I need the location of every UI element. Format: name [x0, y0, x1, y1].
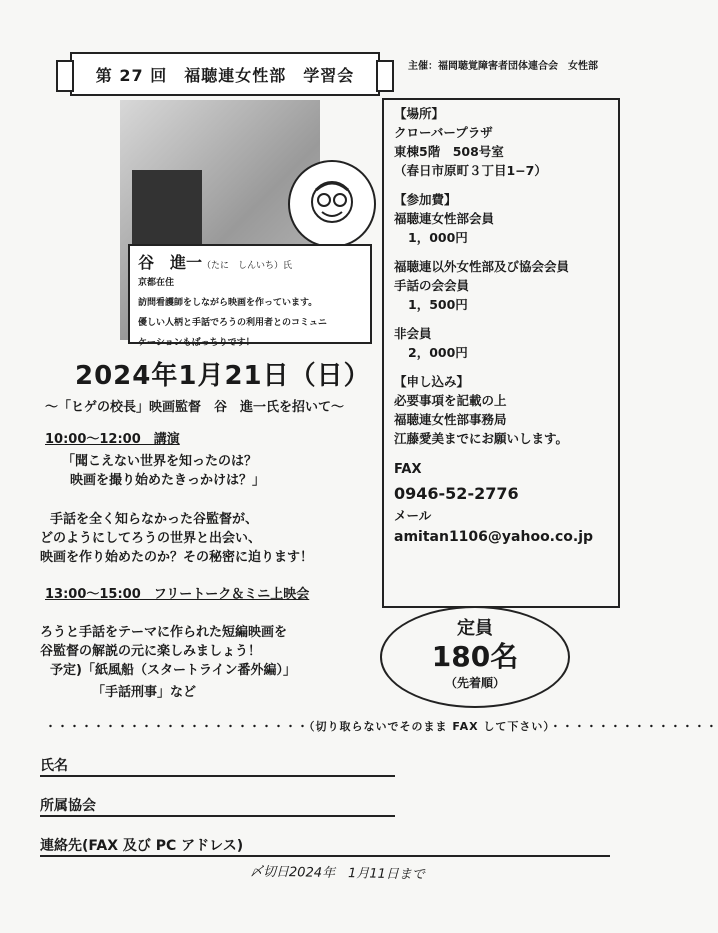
session2-desc: ろうと手話をテーマに作られた短編映画を: [40, 625, 288, 640]
event-date: 2024年1月21日（日）: [75, 361, 371, 391]
mail-label: メール: [394, 508, 432, 523]
mail-address: amitan1106@yahoo.co.jp: [394, 529, 594, 545]
fee-non: 非会員: [394, 326, 432, 341]
contact-field[interactable]: [40, 835, 610, 857]
place-heading: 【場所】: [394, 106, 445, 121]
speaker-reading: （たに しんいち）: [202, 261, 284, 271]
fee-other: 手話の会会員: [394, 278, 470, 293]
event-subtitle: 〜「ヒゲの校長」映画監督 谷 進一氏を招いて〜: [45, 400, 345, 415]
capacity-value: 180名: [431, 640, 519, 673]
fee-other-price: 1，500円: [408, 297, 468, 312]
caricature-image: [288, 160, 376, 248]
session2-desc: 予定)「紙風船（スタートライン番外編）」: [50, 663, 297, 678]
info-box: [382, 98, 620, 608]
fee-member: 福聴連女性部会員: [394, 211, 495, 226]
deadline-handwritten: 〆切日2024年 1月11日まで: [249, 864, 425, 883]
place-line: 東棟5階 508号室: [394, 144, 504, 159]
caricature-face-icon: [300, 172, 364, 236]
apply-line: 江藤愛美までにお願いします。: [394, 431, 569, 446]
name-field-label: 氏名: [40, 758, 68, 774]
session2-time: 13:00〜15:00 フリートーク＆ミニ上映会: [45, 587, 310, 602]
fax-number: 0946-52-2776: [394, 484, 519, 503]
contact-field-label: 連絡先(FAX 及び PC アドレス): [40, 838, 244, 854]
speaker-bio-line: 優しい人柄と手話でろうの利用者とのコミュニ: [138, 318, 327, 328]
speaker-bio-line: 京都在住: [138, 278, 175, 288]
fee-heading: 【参加費】: [394, 192, 457, 207]
session1-time: 10:00〜12:00 講演: [45, 432, 180, 447]
organizer: 主催：福岡聴覚障害者団体連合会 女性部: [408, 61, 598, 72]
session1-desc: 手話を全く知らなかった谷監督が、: [50, 512, 259, 527]
fax-label: FAX: [394, 462, 422, 477]
speaker-card: [128, 244, 372, 348]
capacity-label: 定員: [457, 618, 493, 639]
speaker-honorific: 氏: [283, 261, 293, 271]
fee-other: 福聴連以外女性部及び協会会員: [394, 259, 570, 274]
event-title: 第 27 回 福聴連女性部 学習会: [95, 65, 355, 85]
session1-question: 「聞こえない世界を知ったのは？: [62, 454, 258, 469]
fee-member-price: 1，000円: [408, 230, 468, 245]
speaker-bio-line: 訪問看護師をしながら映画を作っています。: [138, 298, 318, 308]
cut-note: （切り取らないでそのまま FAX して下さい）: [309, 720, 550, 733]
association-field-label: 所属協会: [40, 798, 96, 814]
session1-question: 映画を撮り始めたきっかけは？」: [70, 473, 266, 488]
session2-desc: 谷監督の解説の元に楽しみましょう！: [40, 644, 262, 659]
name-field[interactable]: [40, 755, 395, 777]
capacity-badge: [380, 606, 570, 708]
event-title-banner: [70, 52, 380, 96]
fee-non-price: 2，000円: [408, 345, 468, 360]
cut-line: ・・・・・・・・・・・・・・・・・・・・・・（切り取らないでそのまま FAX して下さい）・・・・・・・・・・・・・・: [45, 720, 718, 733]
session2-desc: 「手話刑事」など: [92, 685, 197, 700]
association-field[interactable]: [40, 795, 395, 817]
speaker-bio-line: ケーションもばっちりです！: [138, 338, 255, 348]
place-line: クローバープラザ: [394, 125, 493, 140]
speaker-name-line: [138, 250, 362, 273]
speaker-name: 谷 進一: [138, 253, 203, 272]
place-line: （春日市原町３丁目1−7）: [394, 163, 547, 178]
apply-heading: 【申し込み】: [394, 374, 470, 389]
apply-line: 福聴連女性部事務局: [394, 412, 507, 427]
session1-desc: どのようにしてろうの世界と出会い、: [40, 531, 262, 546]
apply-line: 必要事項を記載の上: [394, 393, 507, 408]
session1-desc: 映画を作り始めたのか？その秘密に迫ります！: [40, 550, 314, 565]
capacity-note: （先着順）: [444, 676, 505, 690]
